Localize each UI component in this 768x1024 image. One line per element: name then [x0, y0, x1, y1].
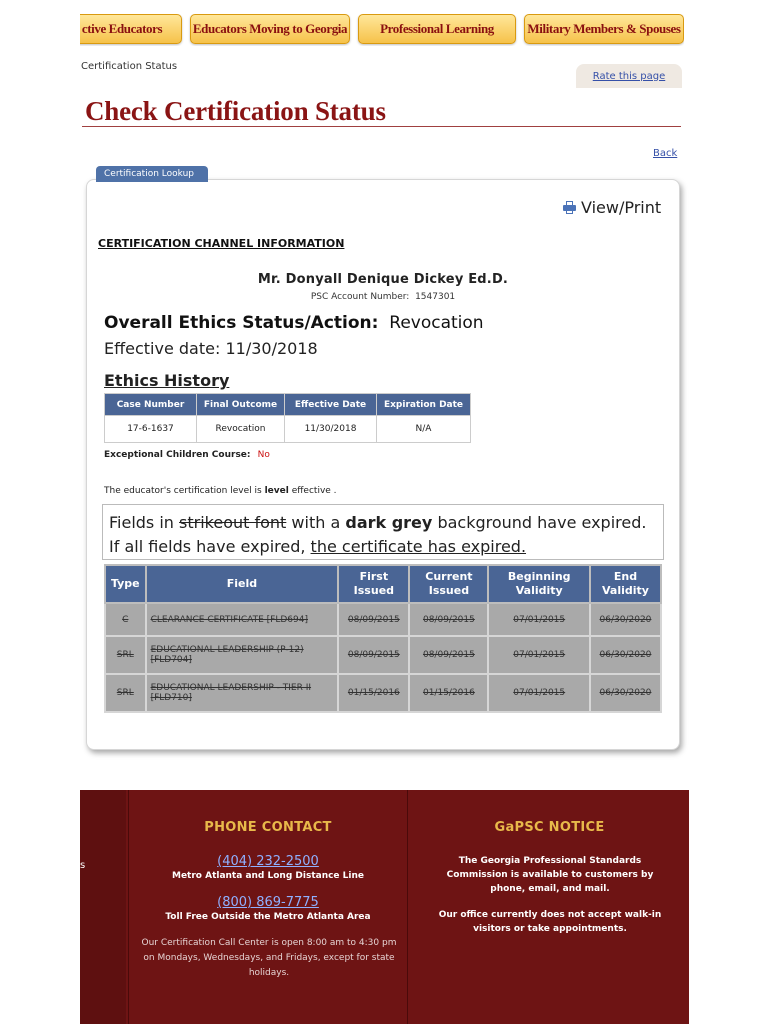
- footer-notice-column: [410, 790, 689, 1024]
- exceptional-children-course: [104, 450, 270, 460]
- phone-tollfree-desc: Toll Free Outside the Metro Atlanta Area: [165, 912, 371, 922]
- ecc-label: Exceptional Children Course:: [104, 450, 251, 460]
- cell: 06/30/2020: [590, 636, 661, 674]
- cell: Revocation: [197, 416, 285, 443]
- legend-underline: the certificate has expired.: [310, 537, 527, 556]
- col-expiration-date: Expiration Date: [377, 394, 471, 416]
- expiration-legend: [102, 504, 664, 560]
- ethics-status: [104, 313, 484, 333]
- col-beginning-validity: Beginning Validity: [488, 565, 589, 603]
- cert-level-suffix: effective .: [291, 486, 337, 496]
- cell: 07/01/2015: [488, 674, 589, 712]
- channel-info-heading: CERTIFICATION CHANNEL INFORMATION: [98, 237, 345, 250]
- effective-value: 11/30/2018: [225, 339, 318, 358]
- col-case-number: Case Number: [105, 394, 197, 416]
- legend-bold: dark grey: [345, 513, 433, 532]
- legend-part3: background have expired. If all fields have expired,: [109, 513, 647, 556]
- breadcrumb: Certification Status: [81, 61, 178, 72]
- col-current-issued: Current Issued: [409, 565, 488, 603]
- notice-text-2: Our office currently does not accept walk-in visitors or take appointments.: [438, 910, 662, 934]
- call-center-hours: Our Certification Call Center is open 8:00 am to 4:30 pm on Mondays, Wednesdays, and Fridays, except for state holidays.: [141, 938, 397, 978]
- account-label: PSC Account Number:: [310, 292, 410, 302]
- rate-page-tab[interactable]: [576, 64, 682, 88]
- account-number: [86, 292, 680, 302]
- cell: 01/15/2016: [338, 674, 409, 712]
- ethics-status-value: Revocation: [389, 313, 484, 333]
- nav-tab-educators-moving[interactable]: Educators Moving to Georgia: [190, 14, 350, 44]
- cert-level-prefix: The educator's certification level is: [104, 486, 262, 496]
- col-field: Field: [146, 565, 339, 603]
- legend-part1: Fields in: [109, 513, 174, 532]
- page-title: Check Certification Status: [85, 96, 386, 126]
- col-first-issued: First Issued: [338, 565, 409, 603]
- table-row: [105, 603, 661, 636]
- cell: 06/30/2020: [590, 603, 661, 636]
- legend-part2: with a: [291, 513, 341, 532]
- cell: SRL: [105, 674, 146, 712]
- ethics-effective-date: [104, 339, 318, 358]
- phone-metro-desc: Metro Atlanta and Long Distance Line: [171, 871, 364, 881]
- footer: [80, 790, 689, 1024]
- back-link[interactable]: Back: [653, 148, 678, 159]
- cell: N/A: [377, 416, 471, 443]
- printer-icon: [563, 201, 576, 214]
- title-divider: [82, 126, 681, 127]
- rate-page-link[interactable]: Rate this page: [592, 70, 666, 82]
- cell: 08/09/2015: [409, 603, 488, 636]
- cell: EDUCATIONAL LEADERSHIP - TIER II [FLD710]: [146, 674, 339, 712]
- footer-phone-column: [128, 790, 408, 1024]
- col-effective-date: Effective Date: [285, 394, 377, 416]
- cell: 01/15/2016: [409, 674, 488, 712]
- footer-left-text: s: [80, 860, 86, 871]
- cell: 17-6-1637: [105, 416, 197, 443]
- effective-label: Effective date:: [104, 339, 221, 358]
- view-print-label: View/Print: [581, 198, 662, 217]
- cell: 08/09/2015: [409, 636, 488, 674]
- table-row: [105, 416, 471, 443]
- notice-heading: GaPSC NOTICE: [494, 820, 605, 835]
- nav-tab-professional-learning[interactable]: Professional Learning: [358, 14, 516, 44]
- phone-link-tollfree[interactable]: (800) 869-7775: [217, 895, 319, 910]
- ethics-status-label: Overall Ethics Status/Action:: [104, 313, 379, 333]
- nav-tab-active-educators[interactable]: ctive Educators: [80, 14, 182, 44]
- phone-link-metro[interactable]: (404) 232-2500: [217, 854, 319, 869]
- certification-lookup-tab: Certification Lookup: [96, 166, 208, 182]
- cell: 08/09/2015: [338, 636, 409, 674]
- footer-left-column: [80, 790, 126, 1024]
- certificates-table: [104, 564, 662, 713]
- top-nav: [80, 14, 684, 46]
- ethics-history-heading: Ethics History: [104, 371, 230, 390]
- ecc-value: No: [257, 450, 270, 460]
- cell: 11/30/2018: [285, 416, 377, 443]
- account-value: 1547301: [415, 292, 456, 302]
- cell: 08/09/2015: [338, 603, 409, 636]
- phone-contact-heading: PHONE CONTACT: [204, 820, 332, 835]
- cell: C: [105, 603, 146, 636]
- col-type: Type: [105, 565, 146, 603]
- view-print-button[interactable]: [563, 198, 661, 217]
- col-end-validity: End Validity: [590, 565, 661, 603]
- table-row: [105, 636, 661, 674]
- notice-text-1: The Georgia Professional Standards Commission is available to customers by phone, email, and mail.: [446, 856, 654, 894]
- cell: EDUCATIONAL LEADERSHIP (P-12) [FLD704]: [146, 636, 339, 674]
- cell: 06/30/2020: [590, 674, 661, 712]
- certification-level-text: [104, 486, 337, 496]
- nav-tab-military[interactable]: Military Members & Spouses: [524, 14, 684, 44]
- ethics-history-table: [104, 393, 471, 443]
- cell: 07/01/2015: [488, 603, 589, 636]
- cert-level-value: level: [264, 486, 289, 496]
- cell: SRL: [105, 636, 146, 674]
- col-final-outcome: Final Outcome: [197, 394, 285, 416]
- cell: CLEARANCE CERTIFICATE [FLD694]: [146, 603, 339, 636]
- table-row: [105, 674, 661, 712]
- legend-strike: strikeout font: [179, 513, 287, 532]
- educator-name: Mr. Donyall Denique Dickey Ed.D.: [257, 272, 509, 287]
- cell: 07/01/2015: [488, 636, 589, 674]
